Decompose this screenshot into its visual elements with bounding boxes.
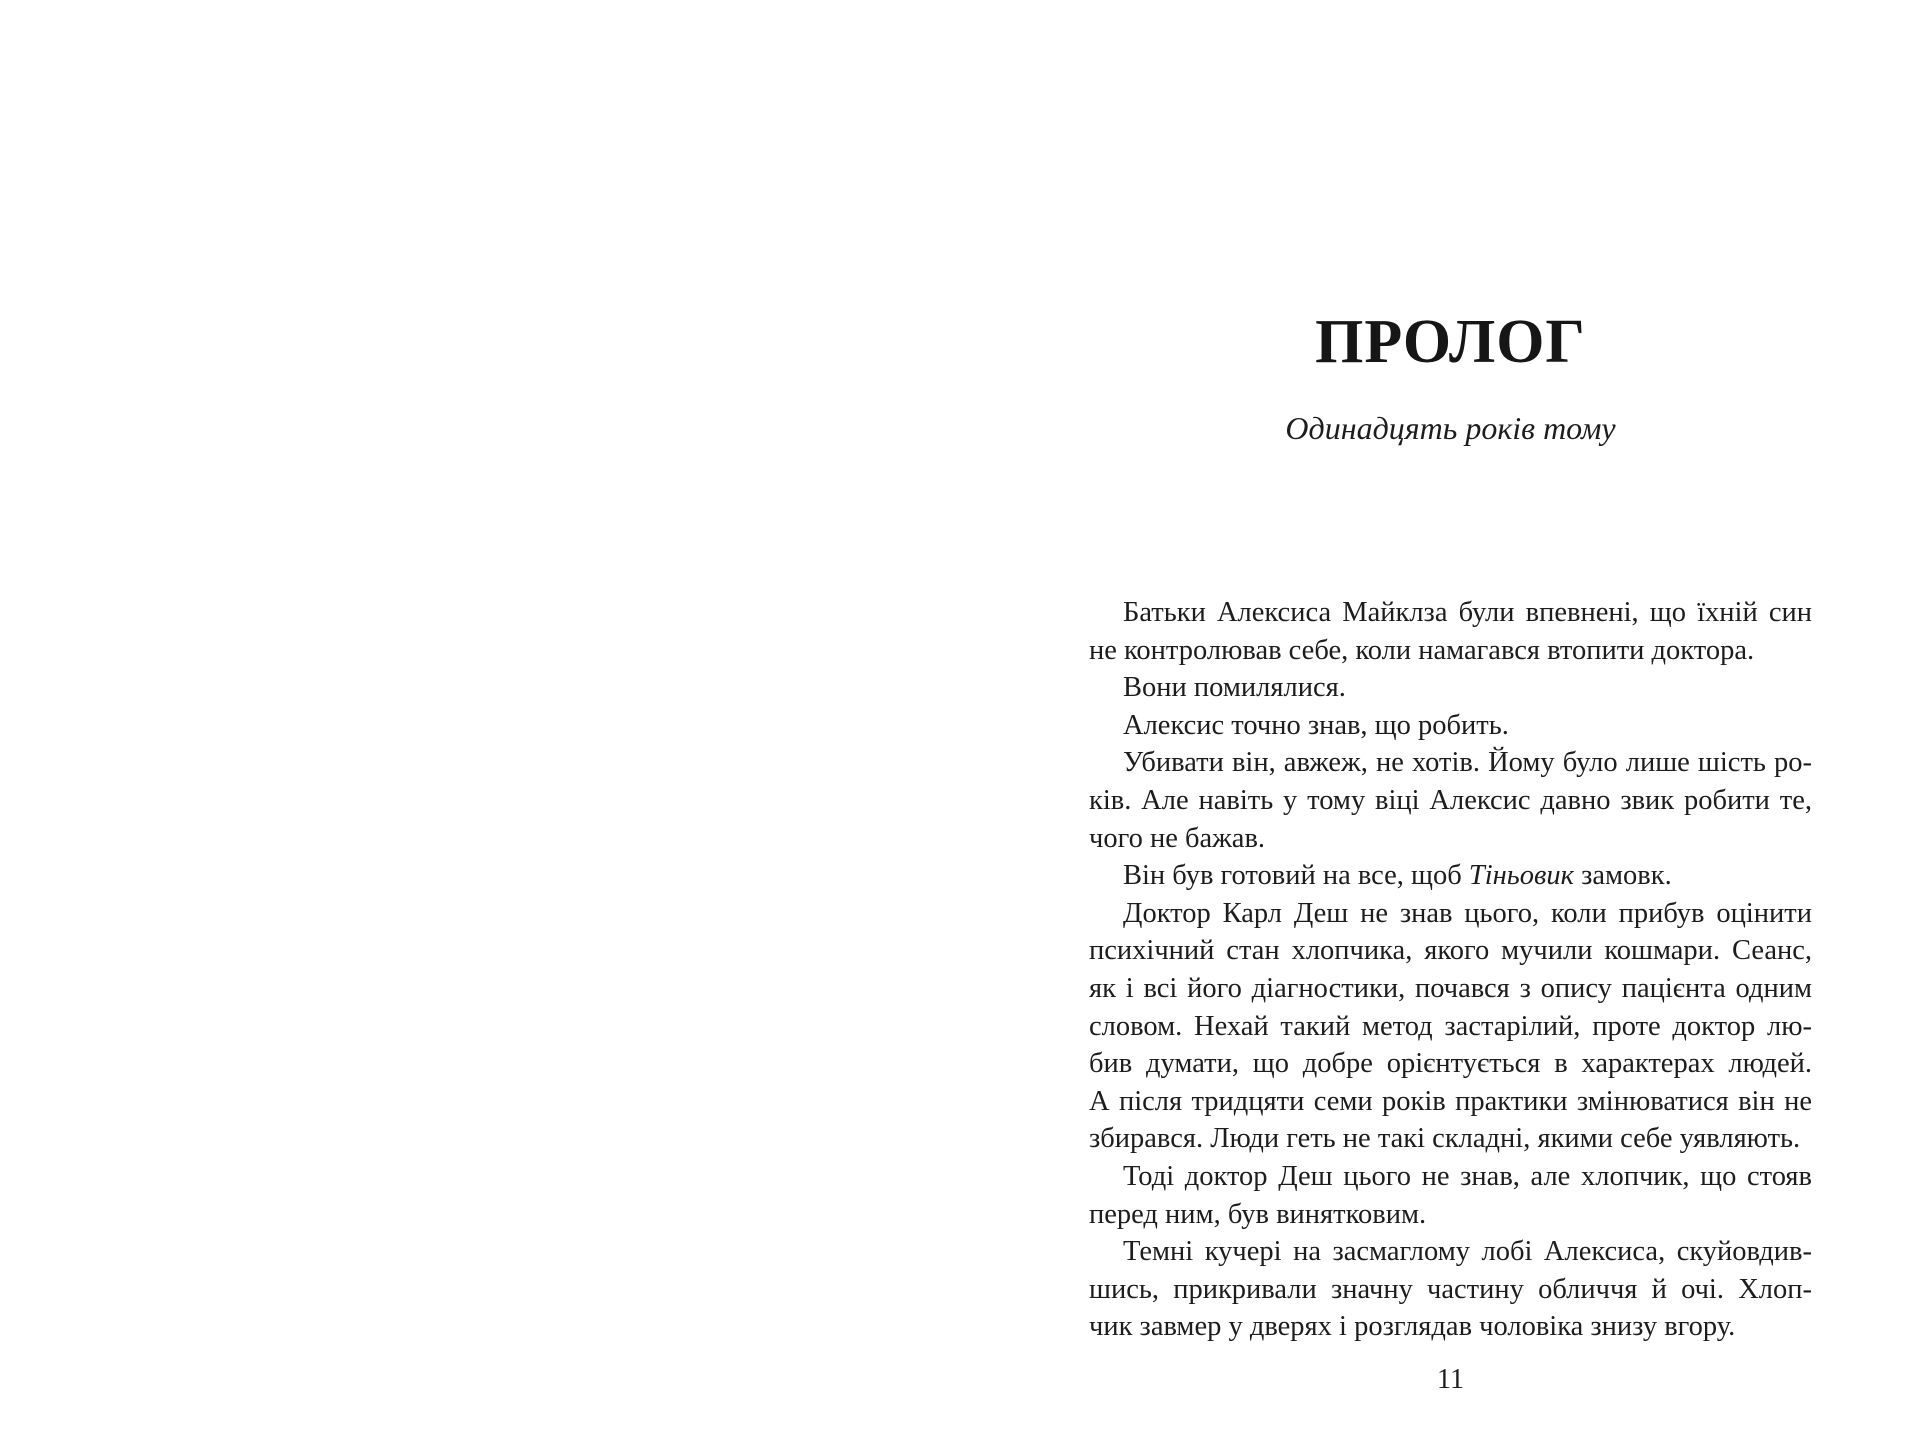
body-line: шись, прикривали значну частину обличчя й очі. Хлоп- bbox=[1089, 1273, 1812, 1305]
body-line: Батьки Алексиса Майклза були впевнені, що їхній син bbox=[1123, 597, 1812, 628]
chapter-title: ПРОЛОГ bbox=[1315, 308, 1586, 376]
body-line: Тоді доктор Деш цього не знав, але хлопчик, що стояв bbox=[1123, 1160, 1812, 1192]
body-line: Доктор Карл Деш не знав цього, коли прибув оцінити bbox=[1123, 897, 1812, 929]
body-line: перед ним, був винятковим. bbox=[1089, 1198, 1427, 1230]
body-line: Темні кучері на засмаглому лобі Алексиса, скуйовдив- bbox=[1123, 1236, 1812, 1268]
body-line: Алексис точно знав, що робить. bbox=[1123, 709, 1509, 741]
body-line: чого не бажав. bbox=[1089, 822, 1266, 854]
body-line: збирався. Люди геть не такі складні, якими себе уявляють. bbox=[1089, 1123, 1801, 1155]
body-line: А після тридцяти семи років практики змінюватися він не bbox=[1089, 1085, 1812, 1117]
chapter-subtitle: Одинадцять років тому bbox=[1285, 410, 1616, 446]
body-line: Він був готовий на все, щоб Тіньовик замовк. bbox=[1123, 860, 1672, 892]
body-line: бив думати, що добре орієнтується в характерах людей. bbox=[1089, 1048, 1812, 1080]
page-number: 11 bbox=[1437, 1364, 1464, 1395]
body-line: Вони помилялися. bbox=[1123, 672, 1346, 704]
body-line: словом. Нехай такий метод застарілий, проте доктор лю- bbox=[1089, 1010, 1812, 1042]
body-line: не контролював себе, коли намагався втопити доктора. bbox=[1089, 634, 1755, 666]
body-text bbox=[1089, 594, 1812, 1346]
body-line: Убивати він, авжеж, не хотів. Йому було лише шість ро- bbox=[1123, 747, 1812, 779]
body-line: чик завмер у дверях і розглядав чоловіка знизу вгору. bbox=[1089, 1311, 1736, 1343]
body-line: ків. Але навіть у тому віці Алексис давно звик робити те, bbox=[1089, 784, 1812, 816]
body-line: психічний стан хлопчика, якого мучили кошмари. Сеанс, bbox=[1089, 935, 1812, 967]
body-line: як і всі його діагностики, почався з опису пацієнта одним bbox=[1089, 972, 1812, 1004]
